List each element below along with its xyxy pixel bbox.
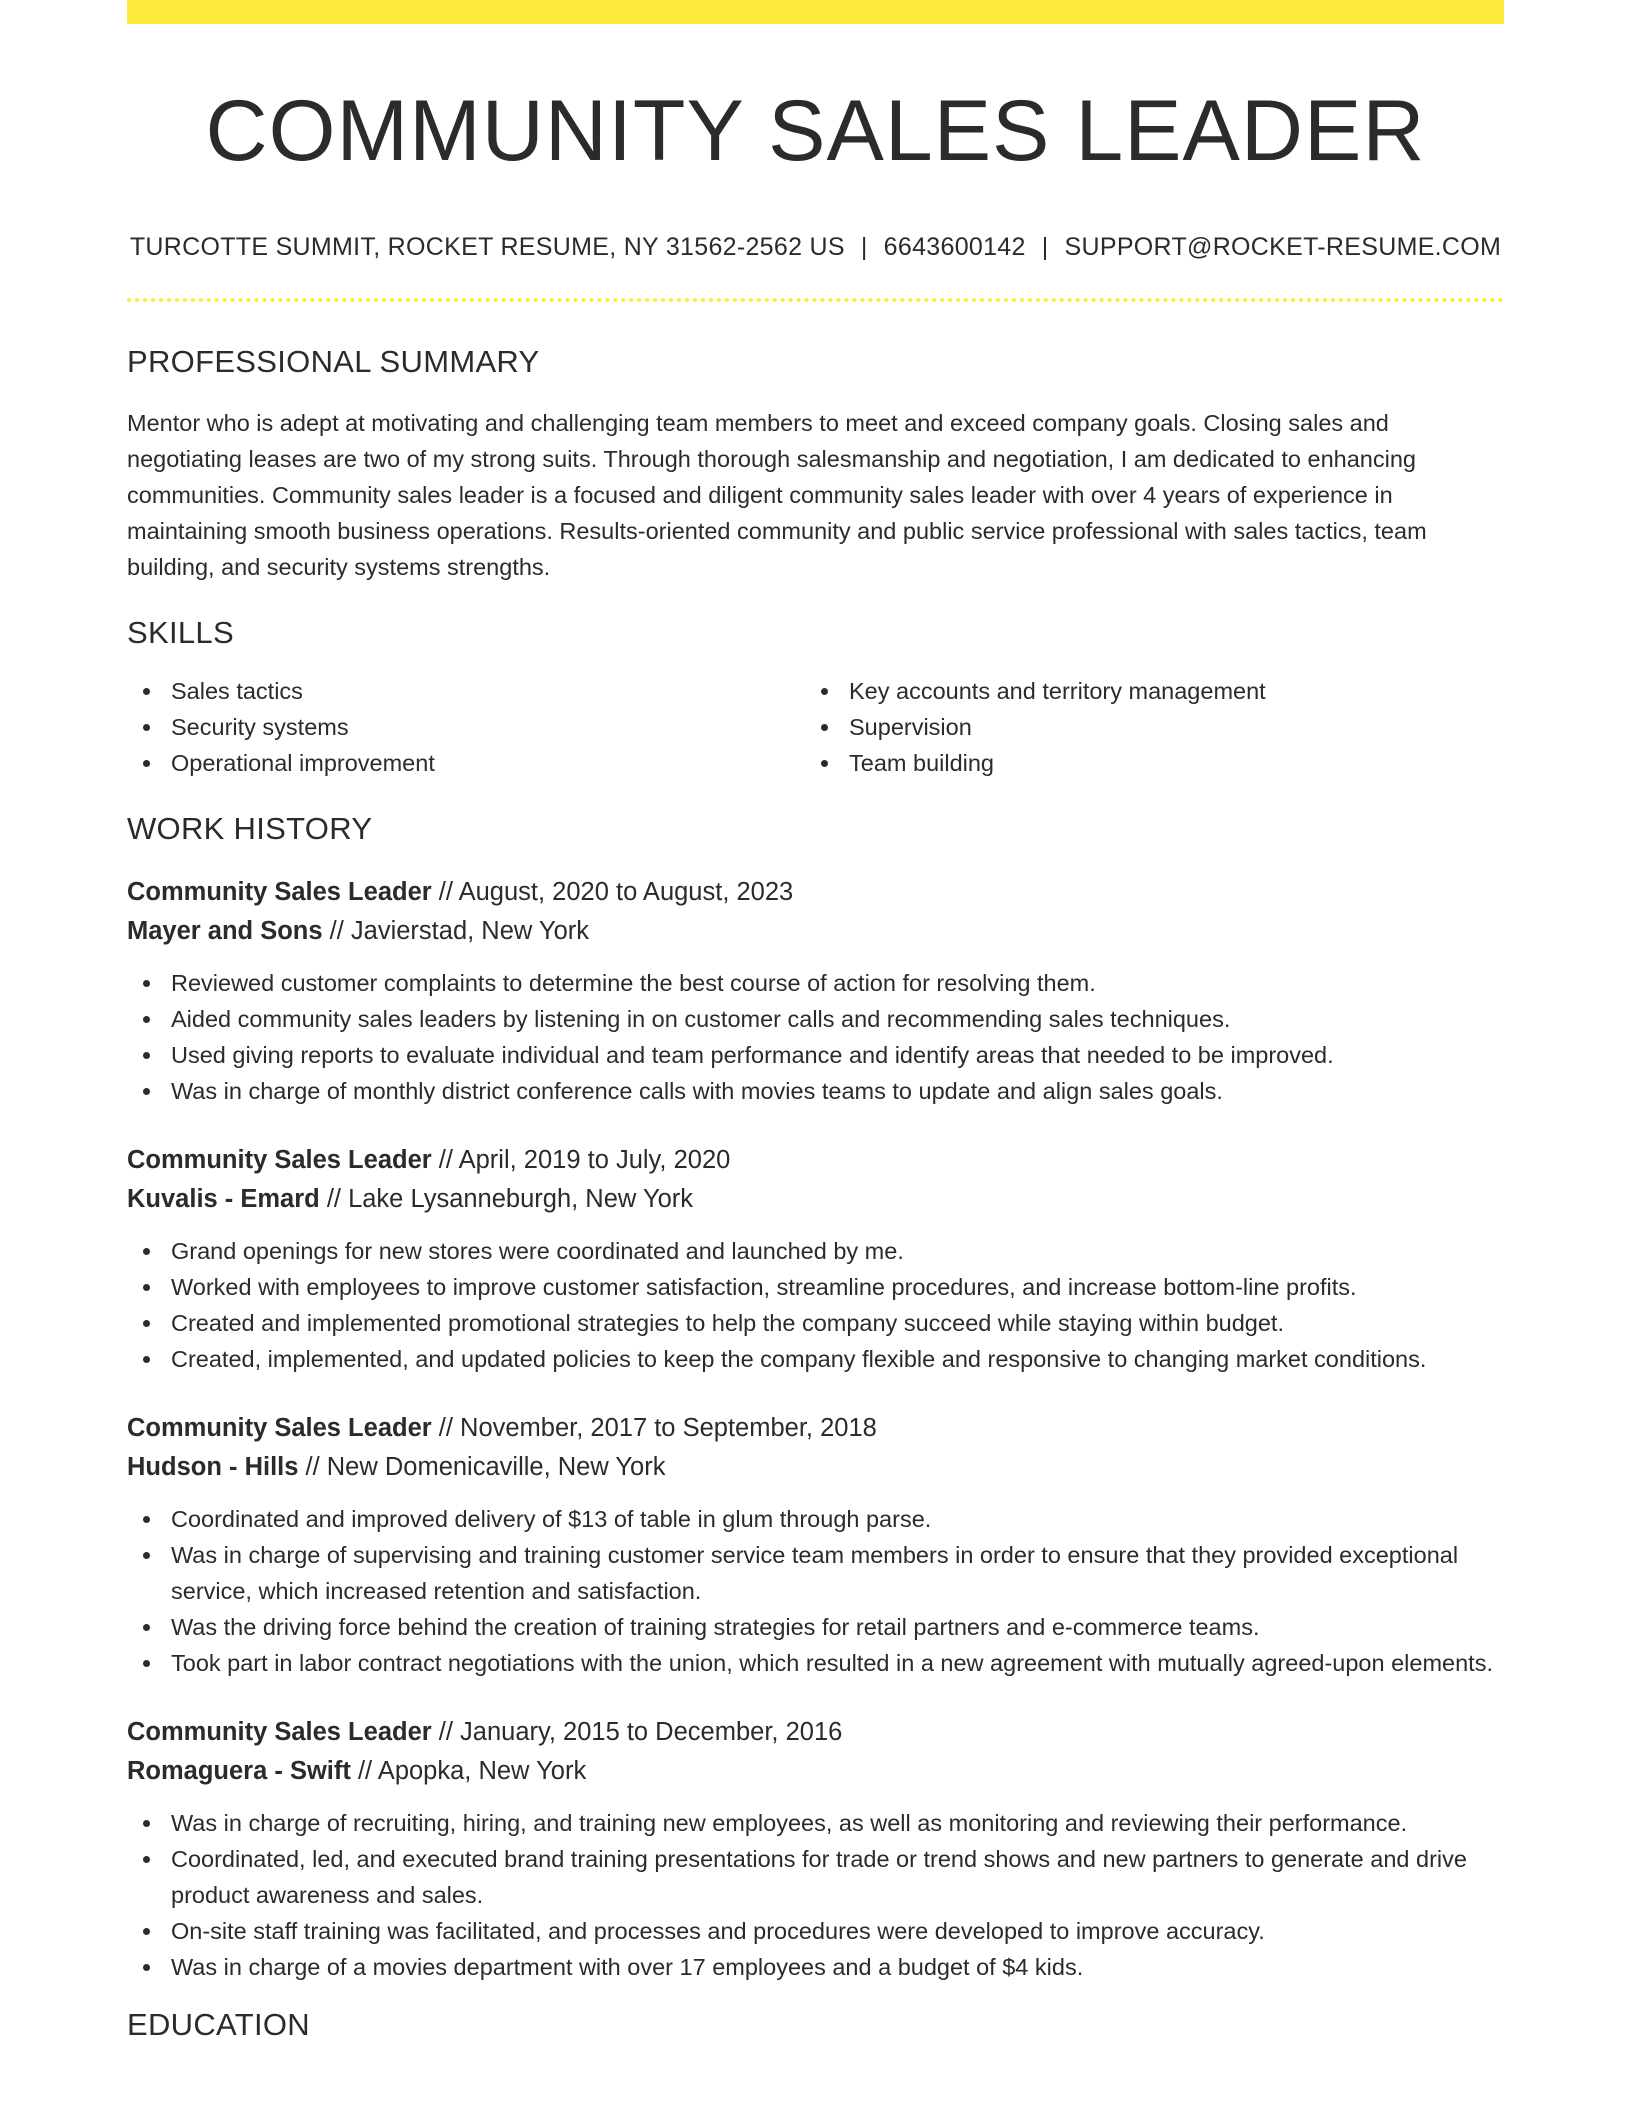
skill-item: Team building — [805, 745, 1483, 781]
job-company: Mayer and Sons — [127, 916, 323, 945]
skills-column-right — [805, 673, 1483, 781]
skill-item: Security systems — [127, 709, 805, 745]
job-duties — [127, 1233, 1504, 1377]
skill-item: Supervision — [805, 709, 1483, 745]
job-duty: Worked with employees to improve customer satisfaction, streamline procedures, and increase bottom-line profits. — [127, 1269, 1504, 1305]
job-company-line — [127, 912, 1504, 951]
job-duty: Grand openings for new stores were coordinated and launched by me. — [127, 1233, 1504, 1269]
job-title-line — [127, 873, 1504, 912]
skills-heading: SKILLS — [127, 614, 234, 650]
job-company: Kuvalis - Emard — [127, 1184, 320, 1213]
job-title: Community Sales Leader — [127, 1717, 432, 1746]
accent-bar — [127, 0, 1504, 24]
job-title: Community Sales Leader — [127, 1413, 432, 1442]
job-duties — [127, 1805, 1504, 1985]
skill-item: Key accounts and territory management — [805, 673, 1483, 709]
job-duty: Was in charge of recruiting, hiring, and training new employees, as well as monitoring and reviewing their performance. — [127, 1805, 1504, 1841]
job-company-line — [127, 1180, 1504, 1219]
contact-address: TURCOTTE SUMMIT, ROCKET RESUME, NY 31562-2562 US — [129, 232, 845, 261]
job-duties — [127, 965, 1504, 1109]
job-location: // Lake Lysanneburgh, New York — [319, 1184, 694, 1213]
summary-heading: PROFESSIONAL SUMMARY — [127, 343, 540, 379]
resume-page — [127, 0, 1504, 2043]
job-title: Community Sales Leader — [127, 1145, 432, 1174]
contact-line — [127, 233, 1504, 262]
contact-separator: | — [860, 232, 868, 261]
education-heading: EDUCATION — [127, 2006, 310, 2042]
job-duty: Coordinated, led, and executed brand training presentations for trade or trend shows and new partners to generate and drive product awareness and sales. — [127, 1841, 1504, 1913]
job-dates: // November, 2017 to September, 2018 — [431, 1413, 877, 1442]
job-entry — [127, 1713, 1504, 1985]
job-location: // Apopka, New York — [350, 1756, 587, 1785]
job-company-line — [127, 1448, 1504, 1487]
job-title: Community Sales Leader — [127, 877, 432, 906]
job-duty: Aided community sales leaders by listening in on customer calls and recommending sales techniques. — [127, 1001, 1504, 1037]
job-duties — [127, 1501, 1504, 1681]
job-duty: Was in charge of monthly district conference calls with movies teams to update and align sales goals. — [127, 1073, 1504, 1109]
job-duty: Reviewed customer complaints to determine the best course of action for resolving them. — [127, 965, 1504, 1001]
job-duty: Was in charge of a movies department with over 17 employees and a budget of $4 kids. — [127, 1949, 1504, 1985]
skills-list — [127, 673, 1504, 781]
job-duty: Created and implemented promotional strategies to help the company succeed while staying within budget. — [127, 1305, 1504, 1341]
job-duty: Was the driving force behind the creation of training strategies for retail partners and e-commerce teams. — [127, 1609, 1504, 1645]
job-location: // Javierstad, New York — [322, 916, 590, 945]
job-dates: // January, 2015 to December, 2016 — [431, 1717, 843, 1746]
skills-column-left — [127, 673, 805, 781]
contact-separator: | — [1041, 232, 1049, 261]
page-title: COMMUNITY SALES LEADER — [205, 83, 1426, 179]
job-dates: // August, 2020 to August, 2023 — [431, 877, 794, 906]
job-duty: On-site staff training was facilitated, and processes and procedures were developed to improve accuracy. — [127, 1913, 1504, 1949]
job-company-line — [127, 1752, 1504, 1791]
skill-item: Operational improvement — [127, 745, 805, 781]
skill-item: Sales tactics — [127, 673, 805, 709]
work-history-heading: WORK HISTORY — [127, 810, 373, 846]
job-duty: Was in charge of supervising and training customer service team members in order to ensure that they provided exceptional service, which increased retention and satisfaction. — [127, 1537, 1504, 1609]
job-duty: Used giving reports to evaluate individual and team performance and identify areas that needed to be improved. — [127, 1037, 1504, 1073]
job-duty: Coordinated and improved delivery of $13 of table in glum through parse. — [127, 1501, 1504, 1537]
job-duty: Took part in labor contract negotiations with the union, which resulted in a new agreement with mutually agreed-upon elements. — [127, 1645, 1504, 1681]
job-company: Hudson - Hills — [127, 1452, 299, 1481]
job-company: Romaguera - Swift — [127, 1756, 351, 1785]
job-title-line — [127, 1713, 1504, 1752]
job-title-line — [127, 1409, 1504, 1448]
contact-phone: 6643600142 — [883, 232, 1026, 261]
job-location: // New Domenicaville, New York — [298, 1452, 666, 1481]
job-entry — [127, 873, 1504, 1109]
contact-email: SUPPORT@ROCKET-RESUME.COM — [1064, 232, 1502, 261]
job-title-line — [127, 1141, 1504, 1180]
summary-text: Mentor who is adept at motivating and challenging team members to meet and exceed company goals. Closing sales and negotiating leases are two of my strong suits. Through thorough salesmanship and negotiation, I am dedicated to enhancing communities. Community sales leader is a focused and diligent community sales leader with over 4 years of experience in maintaining smooth business operations. Results-oriented community and public service professional with sales tactics, team building, and security systems strengths. — [127, 409, 1427, 580]
job-entry — [127, 1409, 1504, 1681]
job-entry — [127, 1141, 1504, 1377]
divider — [127, 298, 1504, 302]
job-dates: // April, 2019 to July, 2020 — [431, 1145, 731, 1174]
job-duty: Created, implemented, and updated policies to keep the company flexible and responsive to changing market conditions. — [127, 1341, 1504, 1377]
